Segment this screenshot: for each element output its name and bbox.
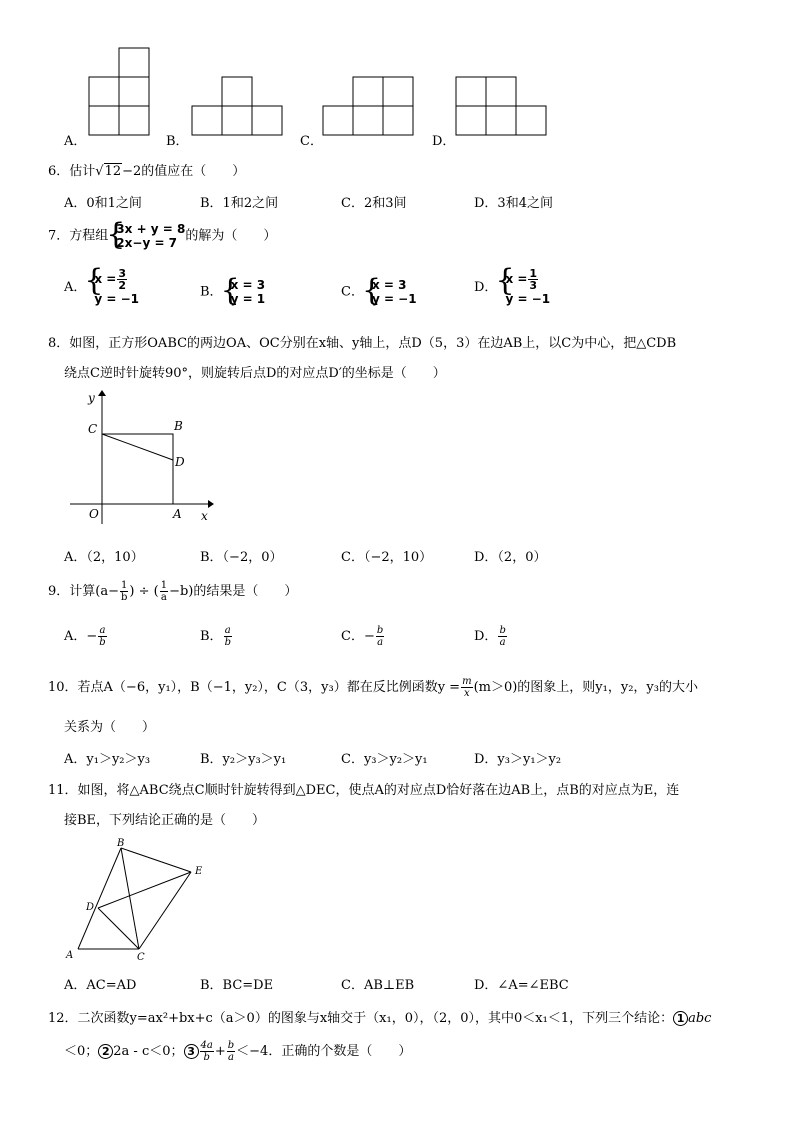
q10-option-a[interactable]: A．y₁＞y₂＞y₃ [64,752,151,767]
q9-option-c-sign: − [363,629,375,644]
q11-segment-ec [139,872,191,949]
q10-line1-b: (m＞0)的图象上，则y₁，y₂，y₃的大小 [473,680,698,695]
q10-line1 [48,676,698,699]
q11-line2: 接BE，下列结论正确的是（ ） [64,813,266,828]
q7-option-d-num: 1 [529,267,538,280]
q12-c3-num2: b [227,1040,235,1051]
q8-square [102,434,173,504]
q8-option-b[interactable]: B．（−2，0） [200,550,283,565]
q7-option-d-y: y = −1 [505,292,551,306]
q8-label-y: y [88,391,95,405]
q7-option-a-label: A． [64,280,87,295]
q7-option-b[interactable] [200,278,265,306]
q10-frac-den: x [464,688,470,699]
q7-option-b-label: B． [200,284,223,300]
q5-option-a-label[interactable]: A． [64,134,87,149]
q9-option-c-label: C． [341,629,364,644]
q12-line1-text: 12．二次函数y=ax²+bx+c（a＞0）的图象与x轴交于（x₁，0），（2，0），其中0＜x₁＜1，下列三个结论： [48,1011,674,1026]
q7-option-c[interactable] [341,278,417,306]
q9-text-b: ) ÷ ( [129,584,159,599]
q9-option-d-num: b [499,625,506,636]
q7-option-d-label: D． [474,280,498,295]
q7-option-b-x: { x = 3 [230,278,266,292]
q7-option-c-y: y = −1 [371,292,417,306]
q7-eq2: 2x−y = 7 [116,236,178,250]
q7-option-d-x: x = [505,272,528,286]
q5-option-a-figure [88,47,152,139]
q11-segment-be [121,848,191,872]
q10-line1-a: 10．若点A（−6，y₁），B（−1，y₂），C（3，y₃）都在反比例函数y = [48,680,461,695]
q10-option-d[interactable]: D．y₃＞y₁＞y₂ [474,752,562,767]
q9-frac2-num: 1 [160,580,168,591]
q7-option-c-label: C． [341,284,364,300]
q11-label-a: A [66,950,74,961]
q12-c3-plus: + [214,1044,226,1059]
q10-line2: 关系为（ ） [64,720,156,735]
q6-radicand: 12 [104,164,122,179]
q9-option-b-num: a [224,625,231,636]
q6-stem [48,160,245,179]
q6-option-c[interactable]: C．2和3间 [341,196,407,211]
q12-c3-den1: b [203,1052,210,1063]
q8-label-d: D [175,455,185,469]
q9-option-a-label: A． [64,629,87,644]
q7-option-a-num: 3 [118,267,127,280]
q8-option-c[interactable]: C．（−2，10） [341,550,433,565]
q10-frac-num: m [462,676,472,687]
q7-option-d-den: 3 [529,279,538,292]
q6-option-a[interactable]: A．0和1之间 [64,196,142,211]
q9-frac1-num: 1 [121,580,128,591]
q7-option-a-x: x = [94,272,117,286]
q8-label-x: x [201,509,208,523]
q7-option-a-den: 2 [118,279,127,292]
q10-option-b[interactable]: B．y₂＞y₃＞y₁ [200,752,287,767]
q12-c3-num1: 4a [200,1040,213,1051]
q8-option-d[interactable]: D．（2，0） [474,550,547,565]
q11-label-d: D [86,902,95,913]
q9-text-c: −b)的结果是（ ） [169,584,298,599]
q6-option-b[interactable]: B．1和2之间 [200,196,279,211]
q9-frac2-den: a [160,592,167,603]
q12-line1 [48,1007,711,1026]
q11-option-d[interactable]: D．∠A=∠EBC [474,978,569,993]
q6-option-d[interactable]: D．3和4之间 [474,196,553,211]
q9-stem [48,580,297,603]
q12-line2-a: ＜0； [64,1044,99,1059]
q9-option-d-label: D． [474,629,498,644]
q11-label-b: B [117,838,125,849]
q7-prefix: 方程组 [69,228,109,244]
q6-number: 6． [48,164,70,179]
q9-option-b-label: B． [200,629,223,644]
q9-option-a[interactable] [64,625,108,648]
q11-segment-de [98,872,191,908]
q6-sqrt: √12 [95,164,122,179]
q7-eq1: { 3x + y = 8 [116,222,186,236]
q7-option-c-x: { x = 3 [371,278,407,292]
q6-prefix: 估计 [69,164,96,179]
q8-option-a[interactable]: A．（2，10） [64,550,144,565]
q12-line2 [64,1040,411,1063]
q7-stem [48,222,276,250]
q9-option-d-den: a [499,637,506,648]
q12-circle-3: 3 [184,1044,199,1059]
q8-y-arrow [98,390,106,396]
q5-option-b-figure [191,76,285,139]
q11-figure [62,836,212,962]
q11-option-a[interactable]: A．AC=AD [64,978,137,993]
q12-c1-text: abc [688,1011,712,1026]
q12-c3-den2: a [227,1052,234,1063]
q9-option-c-den: a [377,637,384,648]
q5-option-c-figure [322,76,416,139]
q9-option-a-num: a [99,625,106,636]
q10-option-c[interactable]: C．y₃＞y₂＞y₁ [341,752,428,767]
q12-c3-tail: ＜−4．正确的个数是（ ） [236,1044,412,1059]
q7-option-b-y: y = 1 [230,292,266,306]
q8-figure [62,388,222,528]
q12-circle-2: 2 [98,1044,113,1059]
q11-option-b[interactable]: B．BC=DE [200,978,274,993]
q8-segment-cd [102,434,173,460]
q9-option-b[interactable] [200,625,233,648]
q8-label-b: B [174,419,183,433]
q8-label-c: C [88,422,98,436]
q9-option-c-num: b [376,625,384,636]
q7-option-a[interactable] [64,268,139,307]
q5-option-b-label[interactable]: B． [166,134,189,149]
q12-c2-text: 2a - c＜0； [113,1044,184,1059]
q9-frac1-den: b [121,592,128,603]
q9-option-a-den: b [99,637,106,648]
q7-system [108,222,185,250]
q7-number: 7． [48,228,70,244]
q11-option-c[interactable]: C．AB⊥EB [341,978,415,993]
q7-option-d[interactable] [474,268,550,307]
q7-option-a-y: y = −1 [94,292,140,306]
q9-number: 9． [48,584,70,599]
q5-option-d-label[interactable]: D． [432,134,456,149]
q8-label-a: A [173,507,182,521]
q5-option-c-label[interactable]: C． [300,134,323,149]
q6-suffix: −2的值应在（ ） [122,164,246,179]
q8-line2: 绕点C逆时针旋转90°，则旋转后点D的对应点D′的坐标是（ ） [64,366,446,381]
q12-circle-1: 1 [673,1011,688,1026]
q11-line1: 11．如图，将△ABC绕点C顺时针旋转得到△DEC，使点A的对应点D恰好落在边AB上，点B的对应点为E，连 [48,783,680,798]
q8-label-o: O [89,507,99,521]
q11-label-e: E [195,866,203,877]
q9-option-a-sign: − [86,629,98,644]
q8-x-arrow [208,500,214,508]
q9-option-d[interactable] [474,625,508,648]
q7-suffix: 的解为（ ） [185,228,277,244]
q11-label-c: C [137,952,145,962]
q9-text-a: 计算(a− [69,584,119,599]
q11-segment-ab [78,848,121,949]
q8-line1: 8．如图，正方形OABC的两边OA、OC分别在x轴、y轴上，点D（5，3）在边AB上，以C为中心，把△CDB [48,336,677,351]
q5-option-d-figure [455,76,549,139]
q9-option-b-den: b [224,637,231,648]
q9-option-c[interactable] [341,625,385,648]
